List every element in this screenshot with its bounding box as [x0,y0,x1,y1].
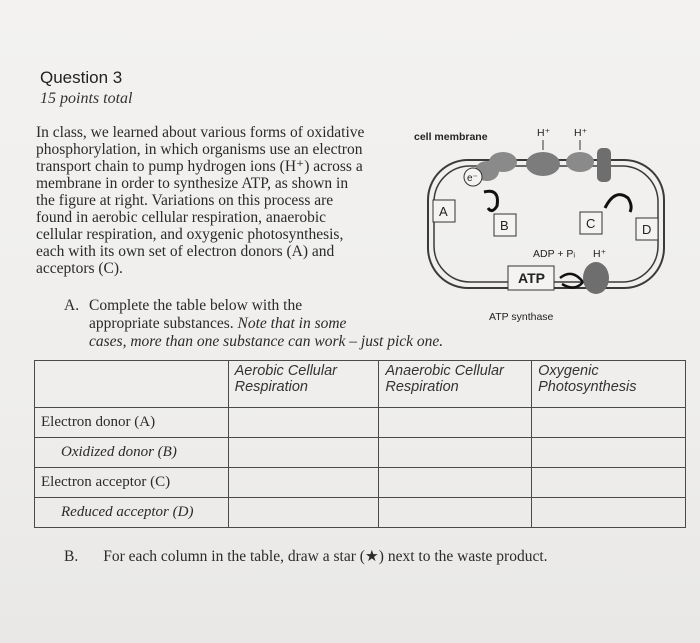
column-header-line: Respiration [385,379,459,395]
row-label-electron-acceptor: Electron acceptor (C) [35,468,229,498]
intro-line: found in aerobic cellular respiration, anaerobic [36,209,327,226]
label-b: B [500,218,509,233]
table-row [35,468,686,498]
answer-cell[interactable] [228,468,379,498]
h-ion-inner: H⁺ [593,248,607,260]
part-a-label: A. [64,297,80,314]
question-points: 15 points total [40,90,133,107]
membrane-label: cell membrane [414,131,488,143]
label-d: D [642,222,652,237]
part-a-line-3 [89,333,489,351]
intro-line: acceptors (C). [36,260,123,277]
question-title: Question 3 [40,68,123,87]
h-ion-right: H⁺ [574,127,588,139]
part-b-label: B. [64,548,79,565]
answer-cell[interactable] [532,468,686,498]
answer-table [34,360,686,528]
intro-line: transport chain to pump hydrogen ions (H⁺) across a [36,158,363,175]
column-header-photosynthesis [532,361,686,408]
column-header-line: Oxygenic [538,363,599,379]
curved-arrow-d [605,195,631,212]
answer-cell[interactable] [379,498,532,528]
intro-line: each with its own set of electron donors (A) and [36,243,335,260]
column-header-line: Photosynthesis [538,379,637,395]
header-empty-cell [35,361,229,408]
part-b-instructions [64,547,548,566]
part-a-line-2-plain: appropriate substances. [89,315,238,332]
atp-label: ATP [518,270,545,286]
intro-line: membrane in order to synthesize ATP, as shown in [36,175,349,192]
label-a: A [439,204,448,219]
row-label-oxidized-donor: Oxidized donor (B) [35,438,229,468]
protein-complex-2 [526,152,560,176]
column-header-anaerobic [379,361,532,408]
synthase-arrow [560,274,583,288]
protein-complex-3 [566,152,594,172]
answer-cell[interactable] [379,438,532,468]
column-header-aerobic [228,361,379,408]
column-header-line: Anaerobic Cellular [385,363,504,379]
part-a-line-1: Complete the table below with the [89,297,303,314]
synthase-label: ATP synthase [489,311,554,323]
intro-line: the figure at right. Variations on this process are [36,192,334,209]
atp-synthase-protein [583,262,609,294]
h-ion-left: H⁺ [537,127,551,139]
table-row [35,408,686,438]
table-row [35,498,686,528]
intro-paragraph [36,124,396,277]
intro-line: In class, we learned about various forms of oxidative [36,124,365,141]
table-row [35,438,686,468]
row-label-reduced-acceptor: Reduced acceptor (D) [35,498,229,528]
protein-complex-4 [597,148,611,182]
answer-cell[interactable] [379,408,532,438]
part-b-text: For each column in the table, draw a star (★) next to the waste product. [103,548,548,565]
curved-arrow-b [484,191,497,210]
answer-cell[interactable] [228,438,379,468]
table-header-row [35,361,686,408]
label-c: C [586,216,596,231]
answer-cell[interactable] [228,408,379,438]
column-header-line: Respiration [234,379,308,395]
adp-label: ADP + Pᵢ [533,248,576,260]
part-a-line-3-italic: cases, more than one substance can work – just pick one. [89,333,444,350]
intro-line: cellular respiration, and oxygenic photosynthesis, [36,226,344,243]
part-a-line-2-italic: Note that in some [237,315,347,332]
answer-cell[interactable] [228,498,379,528]
electron-label: e⁻ [467,173,478,184]
row-label-electron-donor: Electron donor (A) [35,408,229,438]
part-a-line-2 [89,315,489,333]
answer-cell[interactable] [532,438,686,468]
answer-cell[interactable] [532,408,686,438]
answer-cell[interactable] [532,498,686,528]
answer-cell[interactable] [379,468,532,498]
intro-line: phosphorylation, in which organisms use an electron [36,141,363,158]
electron-transport-diagram [400,118,690,323]
column-header-line: Aerobic Cellular [234,363,337,379]
